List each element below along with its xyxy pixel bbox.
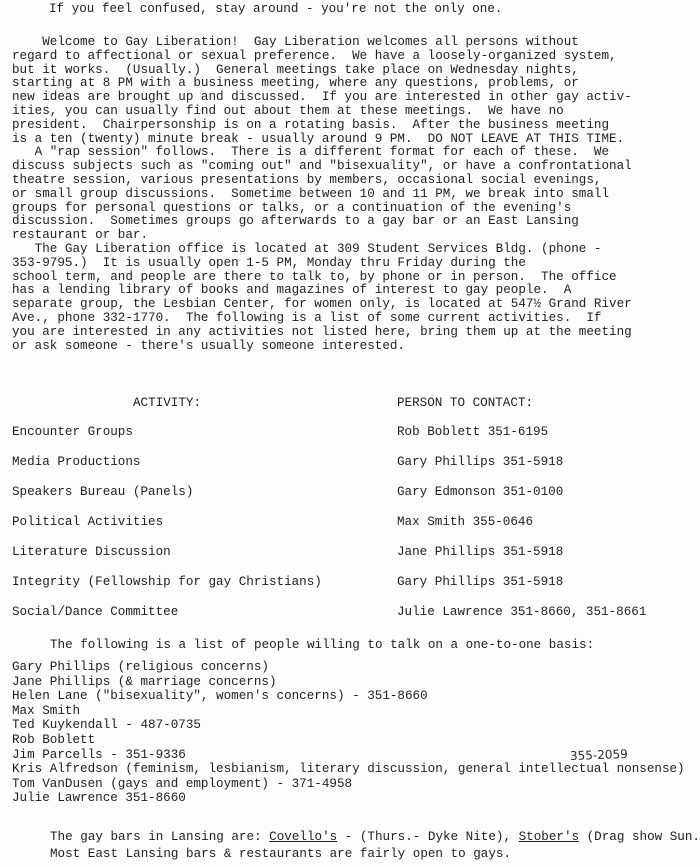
activity-name: Political Activities [12, 515, 164, 529]
people-list [12, 660, 685, 806]
person-entry: Julie Lawrence 351-8660 [12, 791, 186, 806]
welcome-line: discuss subjects such as "coming out" and "bisexuality", or have a confrontational [12, 159, 632, 174]
activity-name: Literature Discussion [12, 545, 171, 559]
person-entry: Jim Parcells - 351-9336 [12, 747, 186, 762]
bars-line [50, 829, 700, 846]
contact-person: Gary Phillips 351-5918 [397, 575, 564, 589]
welcome-line: has a lending library of books and magazines of interest to gay people. A [12, 283, 572, 298]
welcome-line: 353-9795.) It is usually open 1-5 PM, Monday thru Friday during the [12, 255, 526, 270]
bar-name: Stober's [518, 830, 580, 844]
welcome-line: but it works. (Usually.) General meetings take place on Wednesday nights, [12, 62, 579, 77]
contact-person: Gary Edmonson 351-0100 [397, 485, 564, 499]
welcome-line: discussion. Sometimes groups go afterwards to a gay bar or an East Lansing [12, 214, 579, 229]
welcome-line: school term, and people are there to talk to, by phone or in person. The office [12, 269, 617, 284]
person-entry: Helen Lane ("bisexuality", women's concerns) - 351-8660 [12, 689, 428, 704]
welcome-line: or ask someone - there's usually someone interested. [12, 338, 405, 353]
welcome-paragraph [12, 36, 632, 353]
bars-prefix: The gay bars in Lansing are: [50, 830, 270, 844]
welcome-line: A "rap session" follows. There is a different format for each of these. We [12, 145, 610, 160]
intro-line: If you feel confused, stay around - you're not the only one. [49, 2, 503, 16]
contact-header: PERSON TO CONTACT: [397, 396, 534, 410]
people-intro: The following is a list of people willing to talk on a one-to-one basis: [50, 638, 595, 652]
activity-header: ACTIVITY: [133, 396, 202, 410]
welcome-line: Ave., phone 332-1770. The following is a list of some current activities. If [12, 310, 602, 325]
contact-person: Julie Lawrence 351-8660, 351-8661 [397, 605, 647, 619]
welcome-line: restaurant or bar. [12, 228, 149, 243]
person-entry: Gary Phillips (religious concerns) [12, 660, 269, 674]
welcome-line: groups for personal questions or talks, or a continuation of the evening's [12, 200, 572, 215]
contact-person: Jane Phillips 351-5918 [397, 545, 564, 559]
activity-name: Speakers Bureau (Panels) [12, 485, 194, 499]
handwritten-phone-note: 355-2059 [569, 746, 629, 764]
welcome-line: is a ten (twenty) minute break - usually around 9 PM. DO NOT LEAVE AT THIS TIME. [12, 131, 625, 146]
welcome-line: you are interested in any activities not listed here, bring them up at the meeting [12, 324, 632, 339]
welcome-line: Welcome to Gay Liberation! Gay Liberation welcomes all persons without [12, 35, 579, 49]
bars-line: Most East Lansing bars & restaurants are fairly open to gays. [50, 846, 512, 861]
bar-name: Covello's [269, 830, 338, 844]
contact-person: Gary Phillips 351-5918 [397, 455, 564, 469]
activity-name: Social/Dance Committee [12, 605, 179, 619]
person-entry: Kris Alfredson (feminism, lesbianism, literary discussion, general intellectual nonsense) [12, 762, 685, 777]
welcome-line: regard to affectional or sexual preference. We have a loosely-organized system, [12, 48, 617, 63]
person-entry: Ted Kuykendall - 487-0735 [12, 718, 201, 733]
person-entry: Max Smith [12, 703, 81, 718]
gay-bars-note [50, 829, 700, 862]
activity-name: Media Productions [12, 455, 141, 469]
contact-person: Max Smith 355-0646 [397, 515, 534, 529]
welcome-line: or small group discussions. Sometime between 10 and 11 PM, we break into small [12, 186, 610, 201]
welcome-line: new ideas are brought up and discussed. If you are interested in other gay activ- [12, 90, 632, 105]
welcome-line: president. Chairpersonship is on a rotating basis. After the business meeting [12, 117, 610, 132]
person-entry: Tom VanDusen (gays and employment) - 371-4958 [12, 776, 353, 791]
welcome-line: ities, you can usually find out about them at these meetings. We have no [12, 103, 564, 118]
activity-name: Encounter Groups [12, 425, 133, 439]
contact-person: Rob Boblett 351-6195 [397, 425, 549, 439]
welcome-line: separate group, the Lesbian Center, for women only, is located at 547½ Grand River [12, 297, 632, 312]
person-entry: Jane Phillips (& marriage concerns) [12, 674, 277, 689]
bars-mid: - (Thurs.- Dyke Nite), [337, 830, 519, 844]
bars-suffix: (Drag show Sun. [579, 830, 700, 844]
welcome-line: The Gay Liberation office is located at 309 Student Services Bldg. (phone - [12, 241, 602, 256]
activity-name: Integrity (Fellowship for gay Christians) [12, 575, 322, 589]
welcome-line: starting at 8 PM with a business meeting, where any questions, problems, or [12, 76, 579, 91]
welcome-line: theatre session, various presentations by members, occasional social evenings, [12, 172, 602, 187]
person-entry: Rob Boblett [12, 732, 96, 747]
